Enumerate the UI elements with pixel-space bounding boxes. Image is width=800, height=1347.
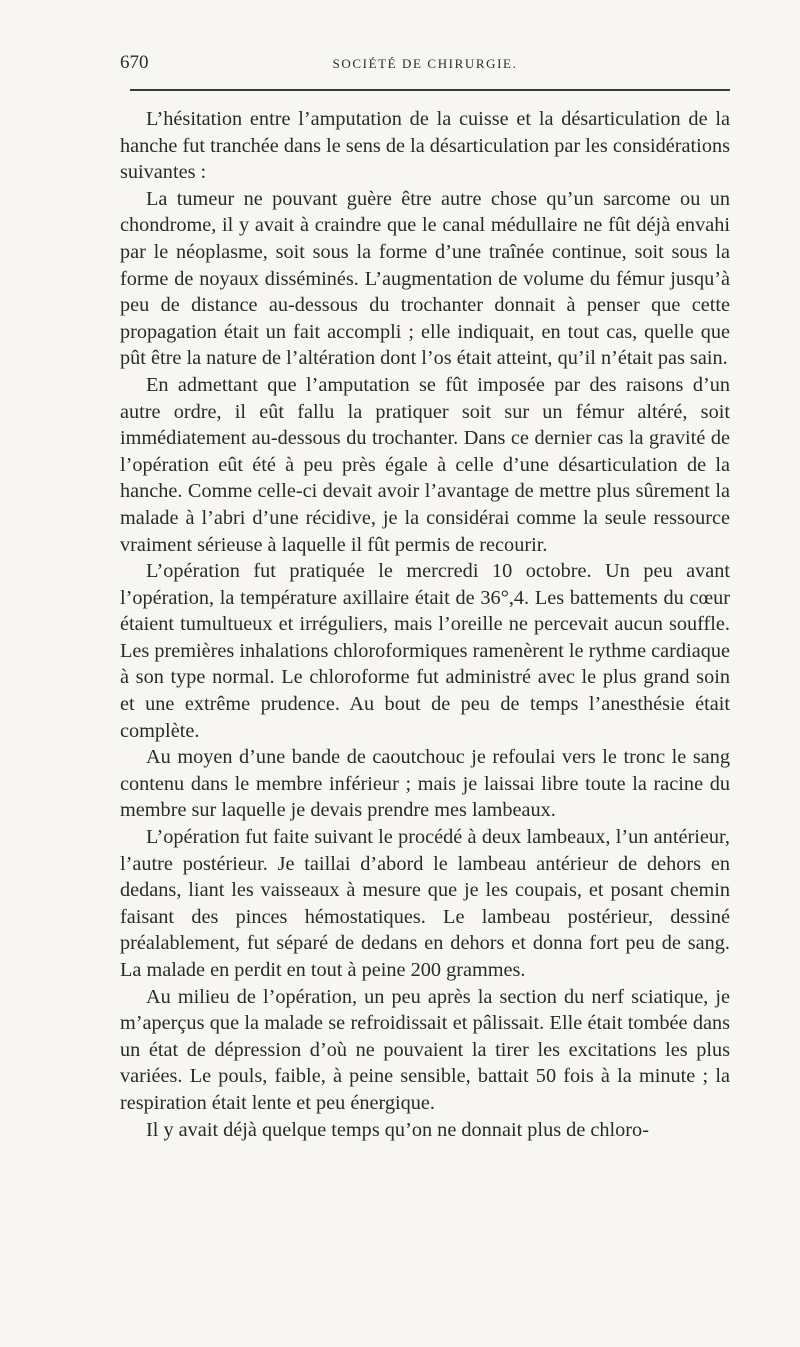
paragraph: L’opération fut faite suivant le procédé à deux lambeaux, l’un antérieur, l’autre postérieur. Je taillai d’abord le lambeau antérieur de dehors en dedans, liant les vaisseaux à mesure que je les coupais, et posant chemin faisant des pinces hémostatiques. Le lambeau postérieur, dessiné préalablement, fut séparé de dedans en dehors et donna fort peu de sang. La malade en perdit en tout à peine 200 grammes. [120, 826, 730, 981]
paragraph: Au moyen d’une bande de caoutchouc je refoulai vers le tronc le sang contenu dans le membre inférieur ; mais je laissai libre toute la racine du membre sur laquelle je devais prendre mes lambeaux. [120, 746, 730, 822]
paragraph: Il y avait déjà quelque temps qu’on ne donnait plus de chloro- [146, 1118, 649, 1141]
paragraph: En admettant que l’amputation se fût imposée par des raisons d’un autre ordre, il eût fallu la pratiquer soit sur un fémur altéré, soit immédiatement au-dessous du trochanter. Dans ce dernier cas la gravité de l’opération eût été à peu près égale à celle d’une désarticulation de la hanche. Comme celle-ci devait avoir l’avantage de mettre plus sûrement la malade à l’abri d’une récidive, je la considérai comme la seule ressource vraiment sérieuse à laquelle il fût permis de recourir. [120, 373, 730, 556]
paragraph: Au milieu de l’opération, un peu après la section du nerf sciatique, je m’aperçus que la malade se refroidissait et pâlissait. Elle était tombée dans un état de dépression d’où ne pouvaient la tirer les excitations les plus variées. Le pouls, faible, à peine sensible, battait 50 fois à la minute ; la respiration était lente et peu énergique. [120, 985, 730, 1114]
body-text [120, 106, 730, 1143]
page-header [120, 52, 730, 74]
paragraph: L’opération fut pratiquée le mercredi 10 octobre. Un peu avant l’opération, la température axillaire était de 36°,4. Les battements du cœur étaient tumultueux et irréguliers, mais l’oreille ne percevait aucun souffle. Les premières inhalations chloroformiques ramenèrent le rythme cardiaque à son type normal. Le chloroforme fut administré avec le plus grand soin et une extrême prudence. Au bout de peu de temps l’anesthésie était complète. [120, 560, 730, 742]
header-rule [130, 89, 730, 91]
page-number: 670 [120, 52, 149, 73]
running-head: SOCIÉTÉ DE CHIRURGIE. [332, 56, 518, 71]
paragraph: La tumeur ne pouvant guère être autre chose qu’un sarcome ou un chondrome, il y avait à craindre que le canal médullaire ne fût déjà envahi par le néoplasme, soit sous la forme d’une traînée continue, soit sous la forme de noyaux disséminés. L’augmentation de volume du fémur jusqu’à peu de distance au-dessous du trochanter donnait à penser que cette propagation était un fait accompli ; elle indiquait, en tout cas, quelle que pût être la nature de l’altération dont l’os était atteint, qu’il n’était pas sain. [120, 187, 730, 370]
paragraph: L’hésitation entre l’amputation de la cuisse et la désarticulation de la hanche fut tranchée dans le sens de la désarticulation par les considérations suivantes : [120, 108, 730, 184]
